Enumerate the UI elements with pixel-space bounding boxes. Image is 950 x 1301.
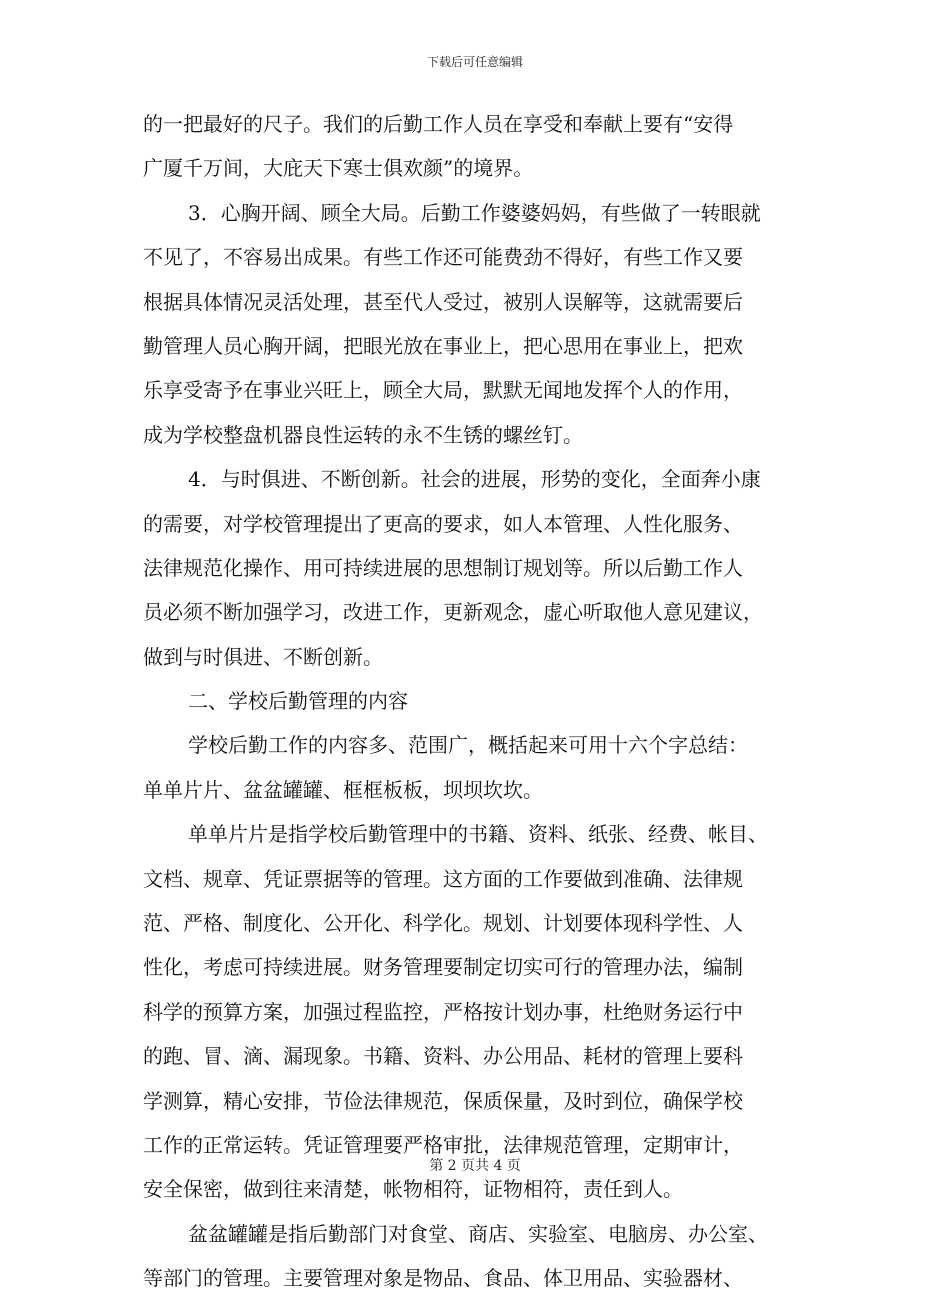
text-line: 等部门的管理。主要管理对象是物品、食品、体卫用品、实验器材、 xyxy=(143,1266,743,1291)
text-line: 员必须不断加强学习，改进工作，更新观念，虚心听取他人意见建议， xyxy=(143,600,763,625)
header-note: 下载后可任意编辑 xyxy=(426,55,523,69)
text-line: 盆盆罐罐是指后勤部门对食堂、商店、实验室、电脑房、办公室、 xyxy=(188,1221,768,1246)
section-heading: 二、学校后勤管理的内容 xyxy=(188,689,408,714)
text-line: 学校后勤工作的内容多、范围广，概括起来可用十六个字总结： xyxy=(188,733,748,758)
text-line: 科学的预算方案，加强过程监控，严格按计划办事，杜绝财务运行中 xyxy=(143,999,743,1024)
text-line: 文档、规章、凭证票据等的管理。这方面的工作要做到准确、法律规 xyxy=(143,866,743,891)
text-line: 的一把最好的尺子。我们的后勤工作人员在享受和奉献上要有“安得 xyxy=(143,112,734,136)
text-line: 的跑、冒、滴、漏现象。书籍、资料、办公用品、耗材的管理上要科 xyxy=(143,1044,743,1069)
text-line: 的需要，对学校管理提出了更高的要求，如人本管理、人性化服务、 xyxy=(143,511,743,536)
text-line: 3．心胸开阔、顾全大局。后勤工作婆婆妈妈，有些做了一转眼就 xyxy=(188,200,761,225)
text-line: 工作的正常运转。凭证管理要严格审批，法律规范管理，定期审计， xyxy=(143,1132,743,1157)
text-line: 根据具体情况灵活处理，甚至代人受过，被别人误解等，这就需要后 xyxy=(143,289,743,314)
text-line: 4．与时俱进、不断创新。社会的进展，形势的变化，全面奔小康 xyxy=(188,467,761,492)
text-line: 不见了，不容易出成果。有些工作还可能费劲不得好，有些工作又要 xyxy=(143,245,743,270)
text-line: 单单片片是指学校后勤管理中的书籍、资料、纸张、经费、帐目、 xyxy=(188,822,768,847)
text-line: 成为学校整盘机器良性运转的永不生锈的螺丝钉。 xyxy=(143,422,583,447)
text-line: 范、严格、制度化、公开化、科学化。规划、计划要体现科学性、人 xyxy=(143,911,743,936)
text-line: 单单片片、盆盆罐罐、框框板板，坝坝坎坎。 xyxy=(143,777,543,802)
text-line: 性化，考虑可持续进展。财务管理要制定切实可行的管理办法，编制 xyxy=(143,955,743,980)
text-line: 广厦千万间，大庇天下寒士俱欢颜”的境界。 xyxy=(143,156,534,181)
text-line: 乐享受寄予在事业兴旺上，顾全大局，默默无闻地发挥个人的作用， xyxy=(143,378,743,403)
page-number: 第 2 页共 4 页 xyxy=(429,1158,521,1174)
text-line: 安全保密，做到往来清楚，帐物相符，证物相符，责任到人。 xyxy=(143,1177,683,1202)
text-line: 法律规范化操作、用可持续进展的思想制订规划等。所以后勤工作人 xyxy=(143,555,743,580)
text-line: 做到与时俱进、不断创新。 xyxy=(143,644,383,669)
document-body xyxy=(143,102,813,1301)
text-line: 勤管理人员心胸开阔，把眼光放在事业上，把心思用在事业上，把欢 xyxy=(143,333,743,358)
text-line: 学测算，精心安排，节俭法律规范，保质保量，及时到位，确保学校 xyxy=(143,1088,743,1113)
